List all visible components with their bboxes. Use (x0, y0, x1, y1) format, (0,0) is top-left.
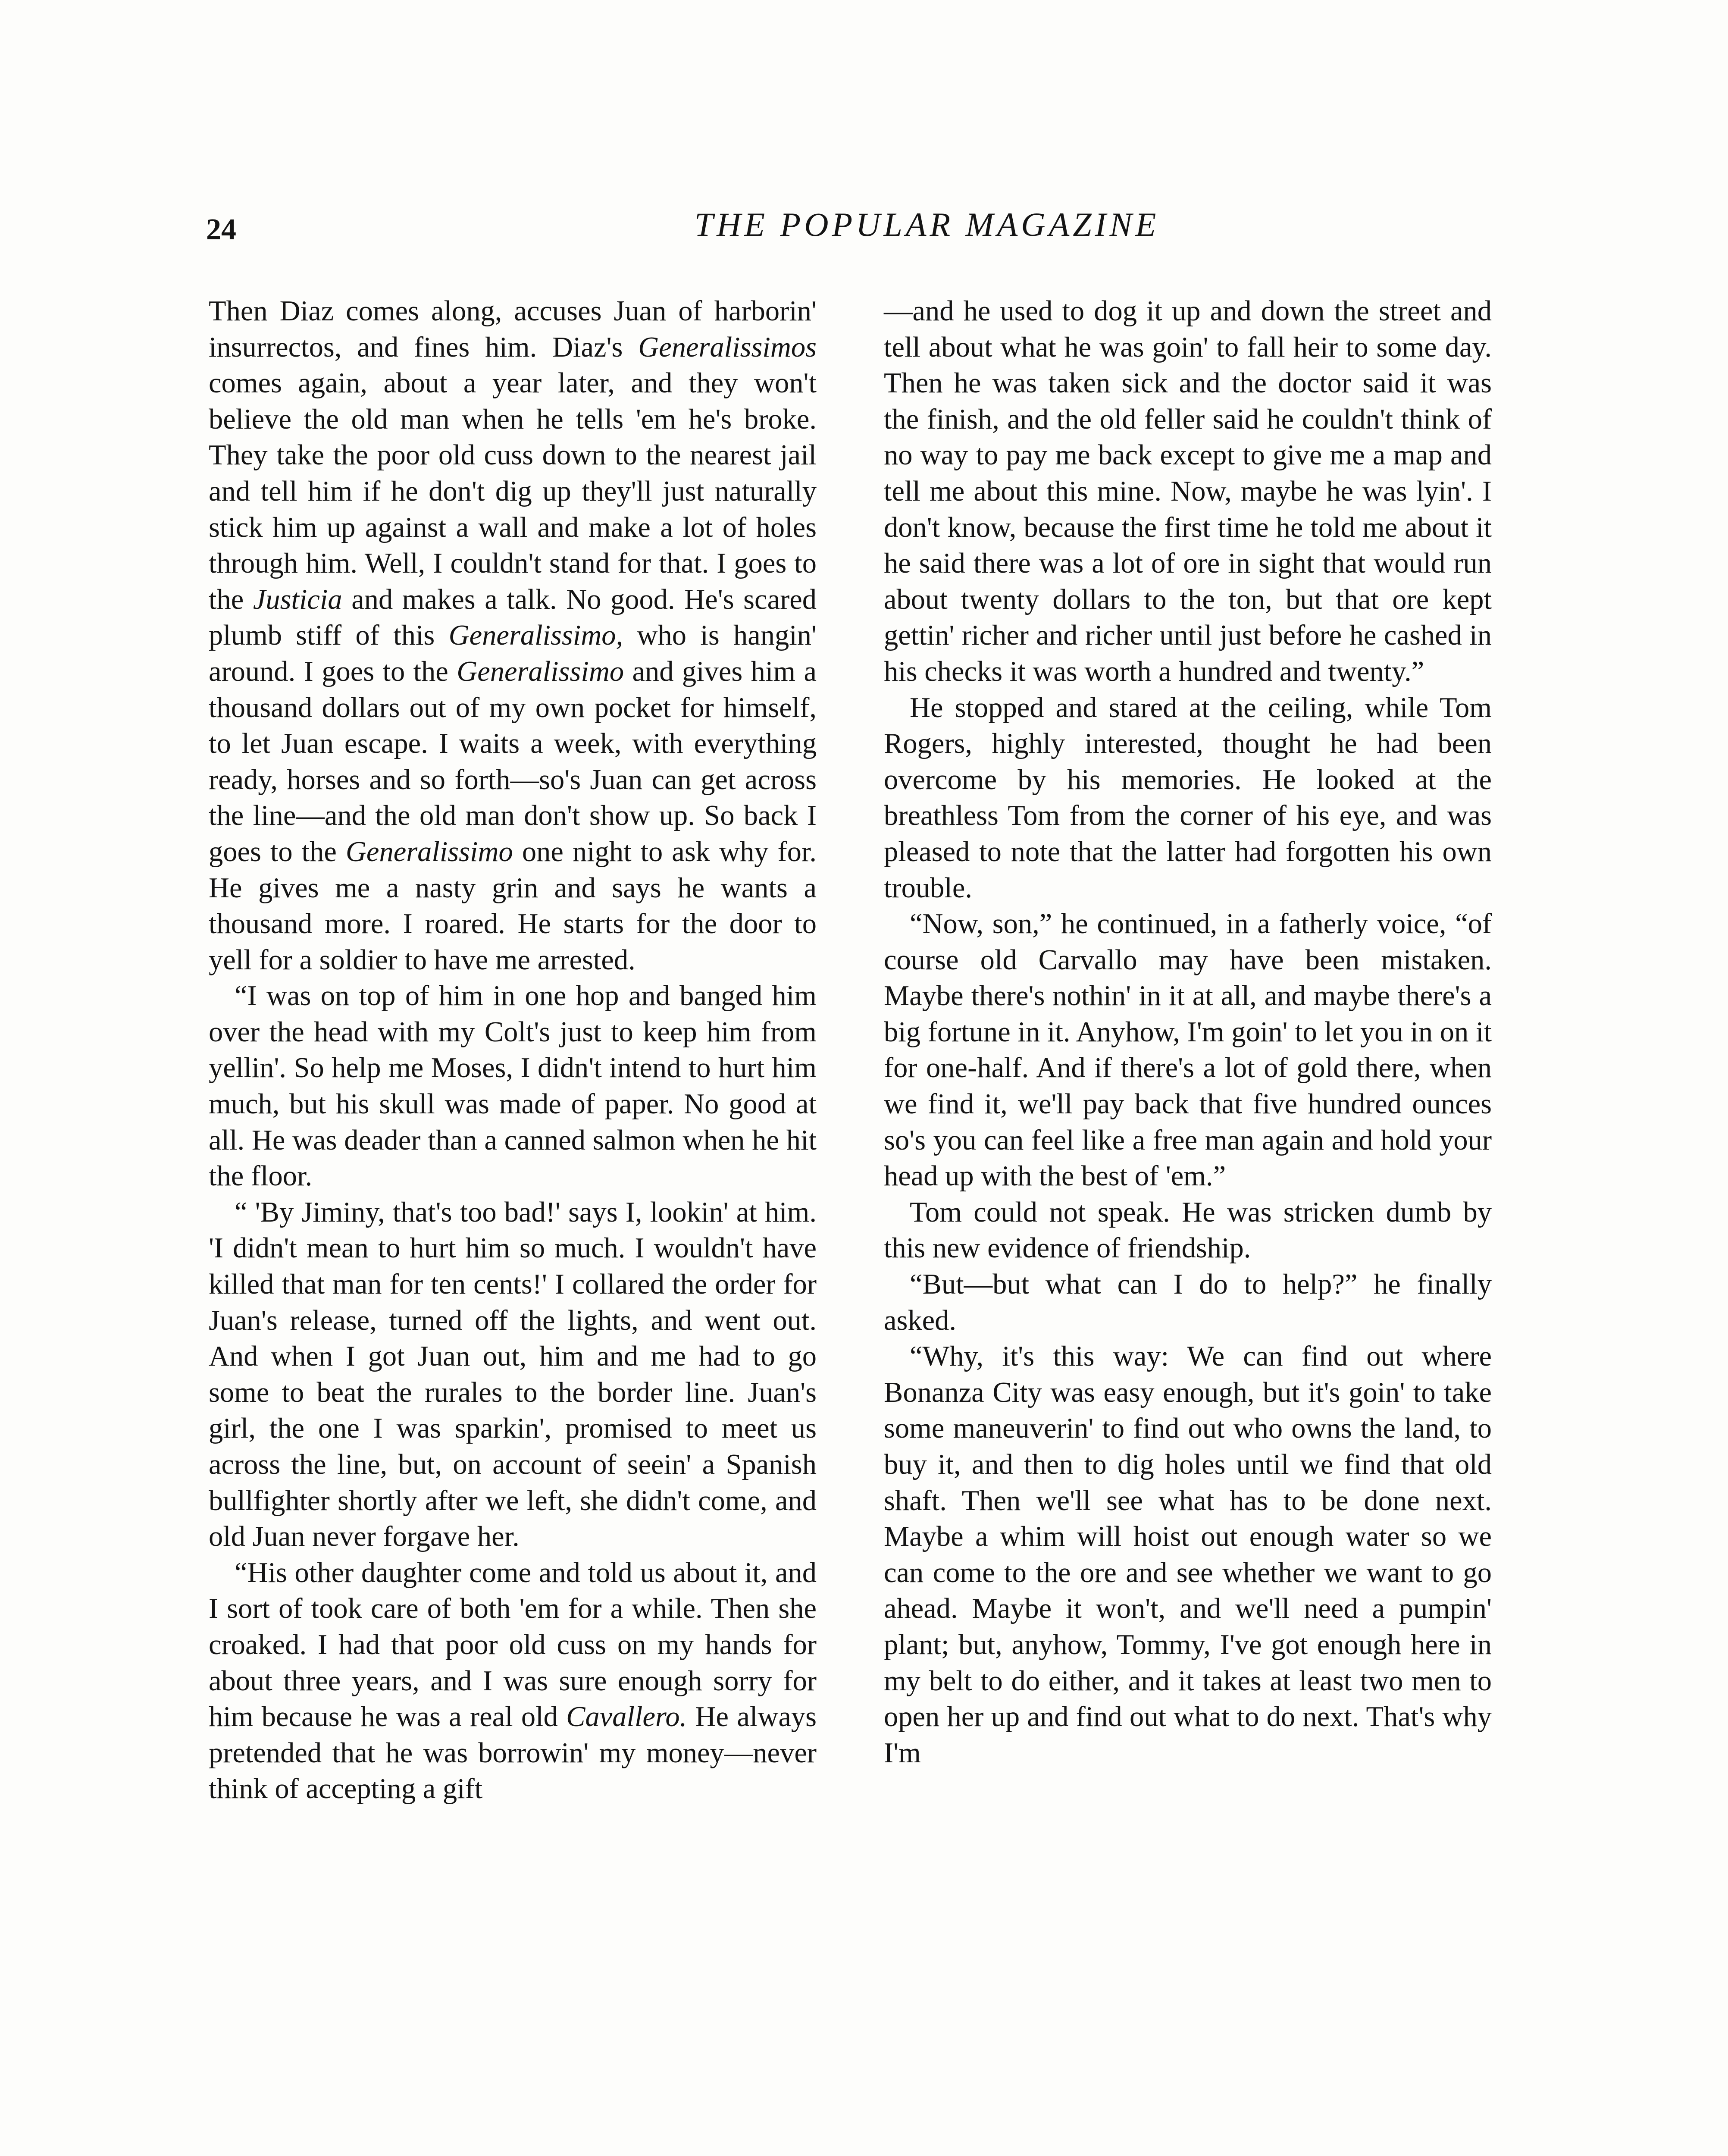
paragraph (884, 1194, 1492, 1266)
paragraph (884, 1266, 1492, 1338)
italic-text: Generalissimo, (448, 620, 623, 652)
text-run: Tom could not speak. He was stricken dumb by this new evidence of friendship. (884, 1196, 1492, 1264)
text-run: comes again, about a year later, and they won't believe the old man when he tells 'em he's broke. They take the poor old cuss down to the nearest jail and tell him if he don't dig up they'll just naturally stick him up against a wall and make a lot of holes through him. Well, I couldn't stand for that. I goes to the (209, 367, 817, 615)
paragraph (209, 1194, 817, 1555)
text-run: who is hangin' around. I goes to the (209, 620, 817, 687)
paragraph (209, 293, 817, 978)
left-column (209, 293, 817, 1807)
text-run: He always pretended that he was borrowin' my money—never think of accepting a gift (209, 1701, 817, 1805)
paragraph (884, 906, 1492, 1194)
text-run: “His other daughter come and told us about it, and I sort of took care of both 'em for a while. Then she croaked. I had that poor old cuss on my hands for about three years, and I was sure enough sorry for him because he was a real old (209, 1557, 817, 1733)
text-run: and makes a talk. No good. He's scared plumb stiff of this (209, 583, 817, 652)
text-run: “ 'By Jiminy, that's too bad!' says I, lookin' at him. 'I didn't mean to hurt him so much. I wouldn't have killed that man for ten cents!' I collared the order for Juan's release, turned off the lights, and went out. And when I got Juan out, him and me had to go some to beat the rurales to the border line. Juan's girl, the one I was sparkin', promised to meet us across the line, but, on account of seein' a Spanish bullfighter shortly after we left, she didn't come, and old Juan never forgave her. (209, 1196, 817, 1553)
text-run: “But—but what can I do to help?” he finally asked. (884, 1269, 1492, 1336)
text-run: He stopped and stared at the ceiling, while Tom Rogers, highly interested, thought he had been overcome by his memories. He looked at the breathless Tom from the corner of his eye, and was pleased to note that the latter had forgotten his own trouble. (884, 692, 1492, 904)
paragraph (884, 690, 1492, 906)
italic-text: Generalissimo (345, 836, 513, 868)
text-run: “Why, it's this way: We can find out where Bonanza City was easy enough, but it's goin' to take some maneuverin' to find out who owns the land, to buy it, and then to dig holes until we find that old shaft. Then we'll see what has to be done next. Maybe a whim will hoist out enough water so we can come to the ore and see whether we want to go ahead. Maybe it won't, and we'll need a pumpin' plant; but, anyhow, Tommy, I've got enough here in my belt to do either, and it takes at least two men to open her up and find out what to do next. That's why I'm (884, 1341, 1492, 1769)
italic-text: Generalissimos (638, 331, 817, 363)
text-run: “I was on top of him in one hop and banged him over the head with my Colt's just to keep him from yellin'. So help me Moses, I didn't intend to hurt him much, but his skull was made of paper. No good at all. He was deader than a canned salmon when he hit the floor. (209, 980, 817, 1192)
italic-text: Generalissimo (457, 655, 624, 687)
paragraph (209, 1555, 817, 1807)
text-run: —and he used to dog it up and down the street and tell about what he was goin' to fall heir to some day. Then he was taken sick and the doctor said it was the finish, and the old feller said he couldn't think of no way to pay me back except to give me a map and tell me about this mine. Now, maybe he was lyin'. I don't know, because the first time he told me about it he said there was a lot of ore in sight that would run about twenty dollars to the ton, but that ore kept gettin' richer and richer until just before he cashed in his checks it was worth a hundred and twenty.” (884, 295, 1492, 687)
text-run: and gives him a thousand dollars out of my own pocket for himself, to let Juan escape. I waits a week, with everything ready, horses and so forth—so's Juan can get across the line—and the old man don't show up. So back I goes to the (209, 655, 817, 868)
text-run: Then Diaz comes along, accuses Juan of harborin' insurrectos, and fines him. Diaz's (209, 295, 817, 363)
paragraph (209, 978, 817, 1194)
paragraph (884, 1338, 1492, 1771)
running-title: THE POPULAR MAGAZINE (694, 206, 1160, 243)
paragraph (884, 293, 1492, 690)
italic-text: Justicia (253, 583, 342, 615)
italic-text: Cavallero. (566, 1701, 687, 1733)
right-column (884, 293, 1492, 1771)
text-run: one night to ask why for. He gives me a nasty grin and says he wants a thousand more. I roared. He starts for the door to yell for a soldier to have me arrested. (209, 836, 817, 976)
text-run: “Now, son,” he continued, in a fatherly voice, “of course old Carvallo may have been mistaken. Maybe there's nothin' in it at all, and maybe there's a big fortune in it. Anyhow, I'm goin' to let you in on it for one-half. And if there's a lot of gold there, when we find it, we'll pay back that five hundred ounces so's you can feel like a free man again and hold your head up with the best of 'em.” (884, 908, 1492, 1192)
page-number: 24 (206, 213, 236, 246)
